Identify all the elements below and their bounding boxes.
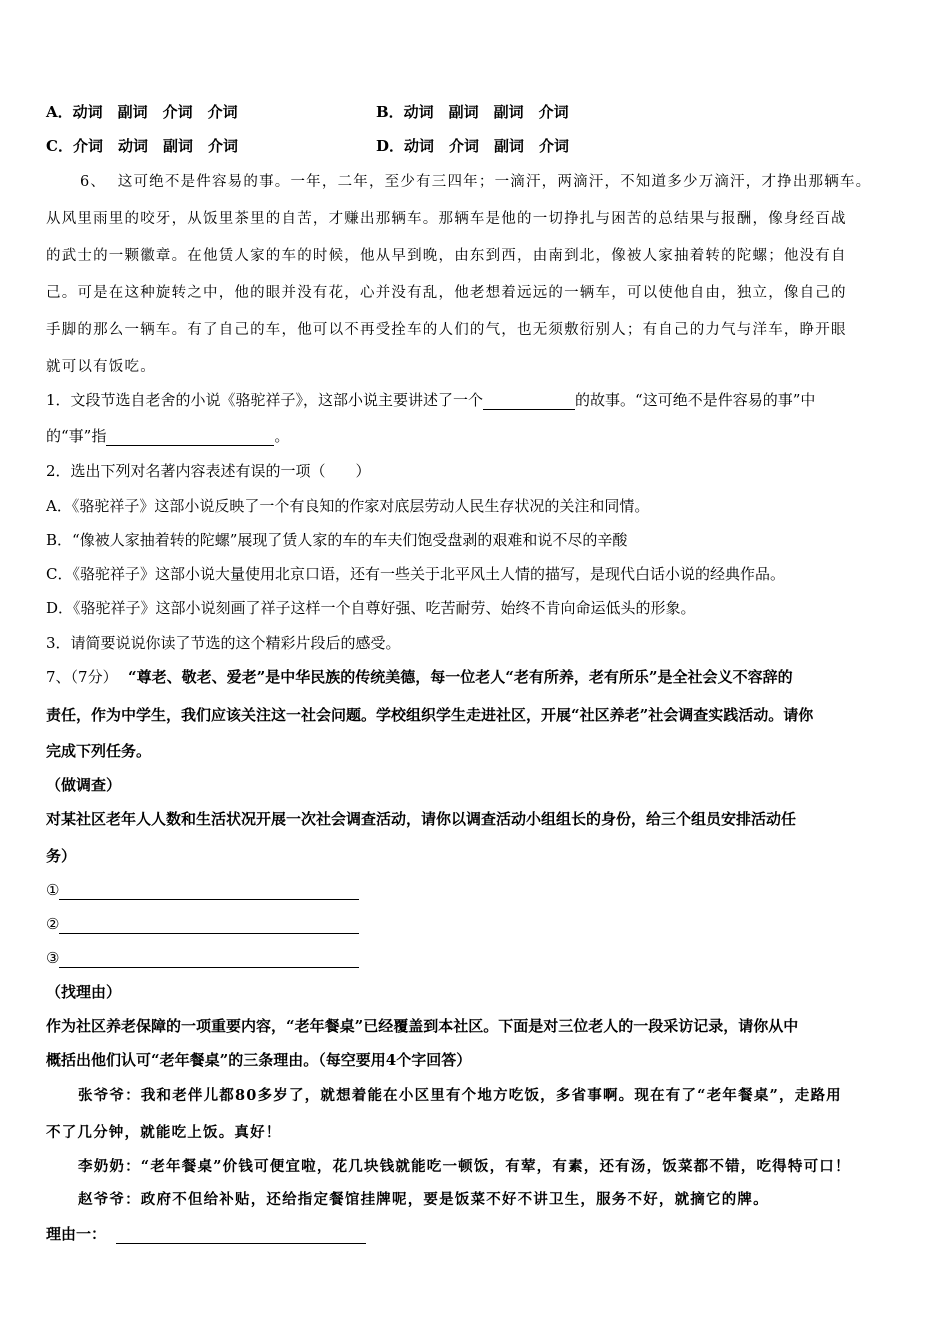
survey-answer-3 bbox=[46, 948, 912, 968]
q6-sub1-line-2 bbox=[46, 426, 912, 446]
q6-sub1-line-1 bbox=[46, 390, 912, 410]
option-c: C．介词 动词 副词 介词 bbox=[46, 137, 238, 155]
survey-blank-3[interactable] bbox=[59, 951, 359, 968]
interview-li: 李奶奶：“老年餐桌”价钱可便宜啦，花几块钱就能吃一顿饭，有荤，有素，还有汤，饭菜都不错，吃得特可口！ bbox=[78, 1158, 851, 1175]
circled-three: ③ bbox=[46, 949, 60, 967]
survey-task-line-2: 务） bbox=[46, 847, 77, 865]
option-d: D．动词 介词 副词 介词 bbox=[376, 137, 570, 155]
q7-intro-line-2: 责任，作为中学生，我们应该关注这一社会问题。学校组织学生走进社区，开展“社区养老”社会调查实践活动。请你 bbox=[46, 706, 814, 724]
survey-blank-2[interactable] bbox=[59, 917, 359, 934]
q6-sub2-option-d: D．《骆驼祥子》这部小说刻画了祥子这样一个自尊好强、吃苦耐劳、始终不肯向命运低头的形象。 bbox=[46, 599, 696, 617]
interview-zhang-line-2: 不了几分钟，就能吃上饭。真好！ bbox=[46, 1124, 282, 1141]
q6-passage-line-2: 从风里雨里的咬牙，从饭里茶里的自苦，才赚出那辆车。那辆车是他的一切挣扎与困苦的总结果与报酬，像身经百战 bbox=[46, 211, 847, 227]
q6-sub3: 3．请简要说说你读了节选的这个精彩片段后的感受。 bbox=[46, 634, 401, 652]
option-a: A．动词 副词 介词 介词 bbox=[46, 103, 238, 121]
q6-passage-line-6: 就可以有饭吃。 bbox=[46, 359, 156, 375]
reason-task-line-2: 概括出他们认可“老年餐桌”的三条理由。（每空要用4个字回答） bbox=[46, 1051, 472, 1069]
q6-sub2-option-a: A．《骆驼祥子》这部小说反映了一个有良知的作家对底层劳动人民生存状况的关注和同情。 bbox=[46, 497, 650, 515]
q6-sub2-option-b: B．“像被人家抽着转的陀螺”展现了赁人家的车的车夫们饱受盘剥的艰难和说不尽的辛酸 bbox=[46, 531, 628, 549]
q6-number: 6、 bbox=[80, 174, 107, 190]
survey-heading: （做调查） bbox=[46, 776, 122, 794]
q7-intro-line-3: 完成下列任务。 bbox=[46, 742, 152, 760]
reason-one-blank[interactable] bbox=[116, 1227, 366, 1244]
survey-blank-1[interactable] bbox=[59, 883, 359, 900]
q6-passage-line-5: 手脚的那么一辆车。有了自己的车，他可以不再受拴车的人们的气，也无须敷衍别人；有自己的力气与洋车，睁开眼 bbox=[46, 322, 847, 338]
q6-sub1-text-c: 的“事”指 bbox=[46, 427, 107, 445]
reason-one bbox=[46, 1224, 912, 1244]
q6-sub2-stem: 2．选出下列对名著内容表述有误的一项（ ） bbox=[46, 462, 371, 480]
interview-zhao: 赵爷爷：政府不但给补贴，还给指定餐馆挂牌呢，要是饭菜不好不讲卫生，服务不好，就摘它的牌。 bbox=[78, 1191, 769, 1208]
interview-zhang-line-1: 张爷爷：我和老伴儿都80多岁了，就想着能在小区里有个地方吃饭，多省事啊。现在有了“老年餐桌”，走路用 bbox=[78, 1087, 842, 1104]
q6-sub1-text-b: 的故事。“这可绝不是件容易的事”中 bbox=[575, 391, 816, 409]
q6-passage-line-4: 己。可是在这种旋转之中，他的眼并没有花，心并没有乱，他老想着远远的一辆车，可以使他自由，独立，像自己的 bbox=[46, 285, 847, 301]
q6-sub1-blank-1[interactable] bbox=[483, 393, 575, 410]
circled-one: ① bbox=[46, 881, 60, 899]
survey-answer-1 bbox=[46, 880, 912, 900]
reason-task-line-1: 作为社区养老保障的一项重要内容，“老年餐桌”已经覆盖到本社区。下面是对三位老人的一段采访记录，请你从中 bbox=[46, 1017, 799, 1035]
reason-heading: （找理由） bbox=[46, 983, 122, 1001]
q6-passage-line-3: 的武士的一颗徽章。在他赁人家的车的时候，他从早到晚，由东到西，由南到北，像被人家抽着转的陀螺；他没有自 bbox=[46, 248, 847, 264]
q7-intro-line-1 bbox=[46, 667, 912, 687]
reason-one-label: 理由一： bbox=[46, 1225, 107, 1243]
q6-sub2-option-c: C．《骆驼祥子》这部小说大量使用北京口语，还有一些关于北平风土人情的描写，是现代白话小说的经典作品。 bbox=[46, 565, 785, 583]
survey-task-line-1: 对某社区老年人人数和生活状况开展一次社会调查活动，请你以调查活动小组组长的身份，给三个组员安排活动任 bbox=[46, 810, 797, 828]
option-b: B．动词 副词 副词 介词 bbox=[376, 103, 569, 121]
circled-two: ② bbox=[46, 915, 60, 933]
q6-passage-text: 这可绝不是件容易的事。一年，二年，至少有三四年；一滴汗，两滴汗，不知道多少万滴汗，才挣出那辆车。 bbox=[117, 174, 872, 190]
q6-passage-line-1 bbox=[80, 172, 912, 192]
q6-sub1-text-d: 。 bbox=[274, 427, 290, 445]
q7-number: 7、（7分） bbox=[46, 668, 118, 686]
q7-intro-text: “尊老、敬老、爱老”是中华民族的传统美德，每一位老人“老有所养，老有所乐”是全社会义不容辞的 bbox=[128, 668, 793, 686]
survey-answer-2 bbox=[46, 914, 912, 934]
q6-sub1-text-a: 1．文段节选自老舍的小说《骆驼祥子》，这部小说主要讲述了一个 bbox=[46, 391, 484, 409]
q6-sub1-blank-2[interactable] bbox=[106, 429, 274, 446]
